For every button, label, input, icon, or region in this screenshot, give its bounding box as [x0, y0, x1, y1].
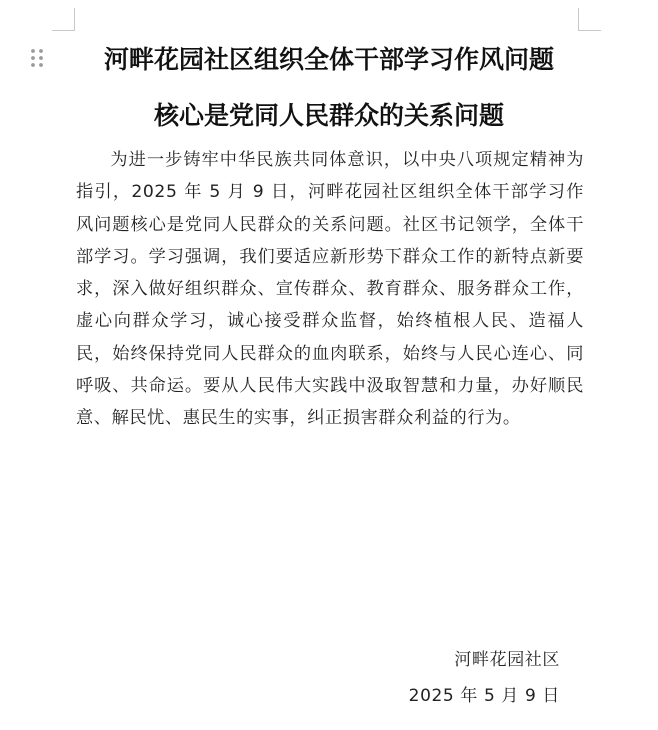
signature-organization: 河畔花园社区	[454, 650, 560, 670]
signature-date: 2025 年 5 月 9 日	[408, 686, 560, 706]
crop-mark-top-left	[52, 8, 75, 31]
document-title-line-1: 河畔花园社区组织全体干部学习作风问题	[103, 45, 554, 74]
document-title-line-2: 核心是党同人民群众的关系问题	[153, 101, 504, 130]
body-paragraph: 为进一步铸牢中华民族共同体意识，以中央八项规定精神为指引，2025 年 5 月 9 日，河畔花园社区组织全体干部学习作风问题核心是党同人民群众的关系问题。社区书记领学，全体干部学习。学习强调，我们要适应新形势下群众工作的新特点新要求，深入做好组织群众、宣传群众、教育群众、服务群众工作，虚心向群众学习，诚心接受群众监督，始终植根人民、造福人民，始终保持党同人民群众的血肉联系，始终与人民心连心、同呼吸、共命运。要从人民伟大实践中汲取智慧和力量，办好顺民意、解民忧、惠民生的实事，纠正损害群众利益的行为。	[76, 150, 584, 429]
crop-mark-top-right	[578, 8, 601, 31]
